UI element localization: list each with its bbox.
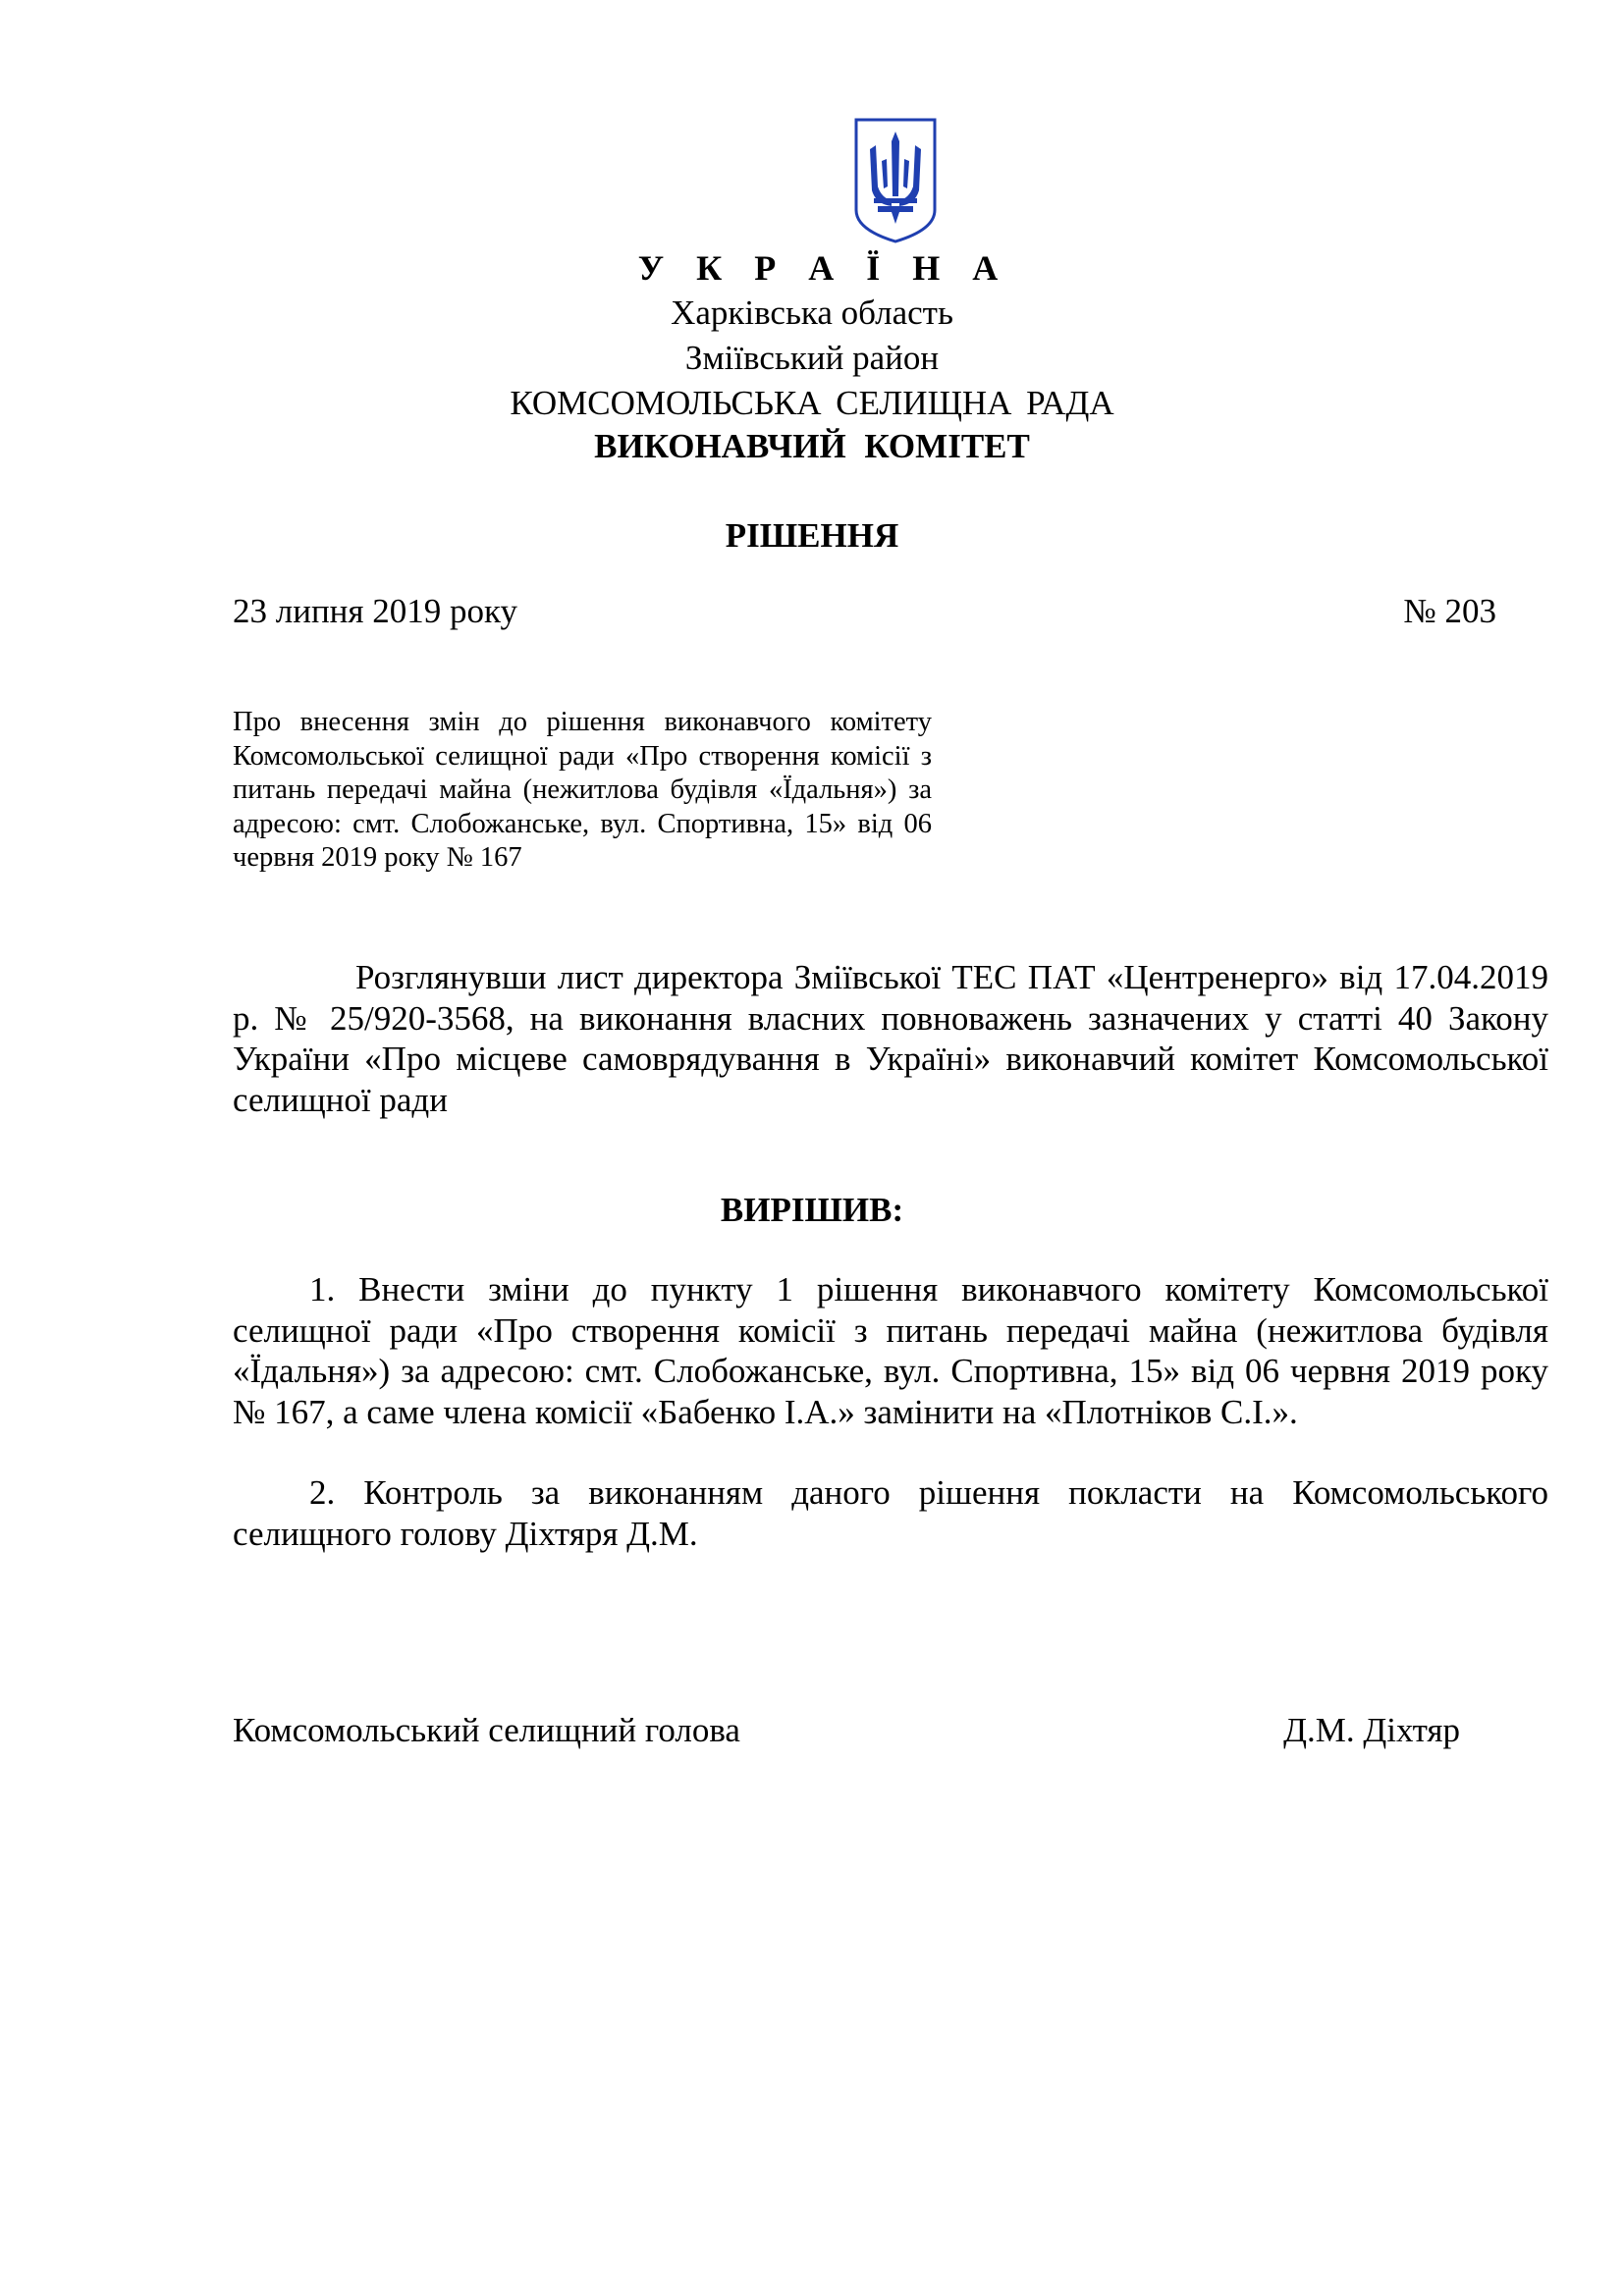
resolution-item-1: 1. Внести зміни до пункту 1 рішення виконавчого комітету Комсомольської селищної ради «Про створення комісії з питань передачі майна (нежитлова будівля «Їдальня») за адресою: смт. Слобожанське, вул. Спортивна, 15» від 06 червня 2019 року № 167, а саме члена комісії «Бабенко І.А.» замінити на «Плотніков С.І.».: [233, 1270, 1548, 1431]
committee-line: ВИКОНАВЧИЙ КОМІТЕТ: [594, 427, 1030, 465]
signatory-name: Д.М. Діхтяр: [1283, 1711, 1460, 1749]
trident-coat-of-arms-icon: [852, 116, 939, 245]
oblast-line: Харківська область: [671, 294, 953, 332]
country-heading: У К Р А Ї Н А: [637, 248, 1010, 288]
document-type-heading: РІШЕННЯ: [725, 516, 899, 555]
resolution-item-2: 2. Контроль за виконанням даного рішення покласти на Комсомольського селищного голову Діхтяря Д.М.: [233, 1473, 1548, 1553]
signatory-role: Комсомольський селищний голова: [233, 1711, 740, 1749]
raion-line: Зміївський район: [684, 339, 940, 377]
council-line: КОМСОМОЛЬСЬКА СЕЛИЩНА РАДА: [510, 384, 1114, 422]
decision-subject: Про внесення змін до рішення виконавчого комітету Комсомольської селищної ради «Про створення комісії з питань передачі майна (нежитлова будівля «Їдальня») за адресою: смт. Слобожанське, вул. Спортивна, 15» від 06 червня 2019 року № 167: [233, 707, 932, 873]
resolved-heading: ВИРІШИВ:: [720, 1191, 904, 1229]
decision-number: № 203: [1403, 592, 1496, 630]
intro-paragraph: Розглянувши лист директора Зміївської ТЕС ПАТ «Центренерго» від 17.04.2019 р. № 25/920-3568, на виконання власних повноважень зазначених у статті 40 Закону України «Про місцеве самоврядування в Україні» виконавчий комітет Комсомольської селищної ради: [233, 958, 1548, 1119]
decision-date: 23 липня 2019 року: [233, 592, 518, 630]
